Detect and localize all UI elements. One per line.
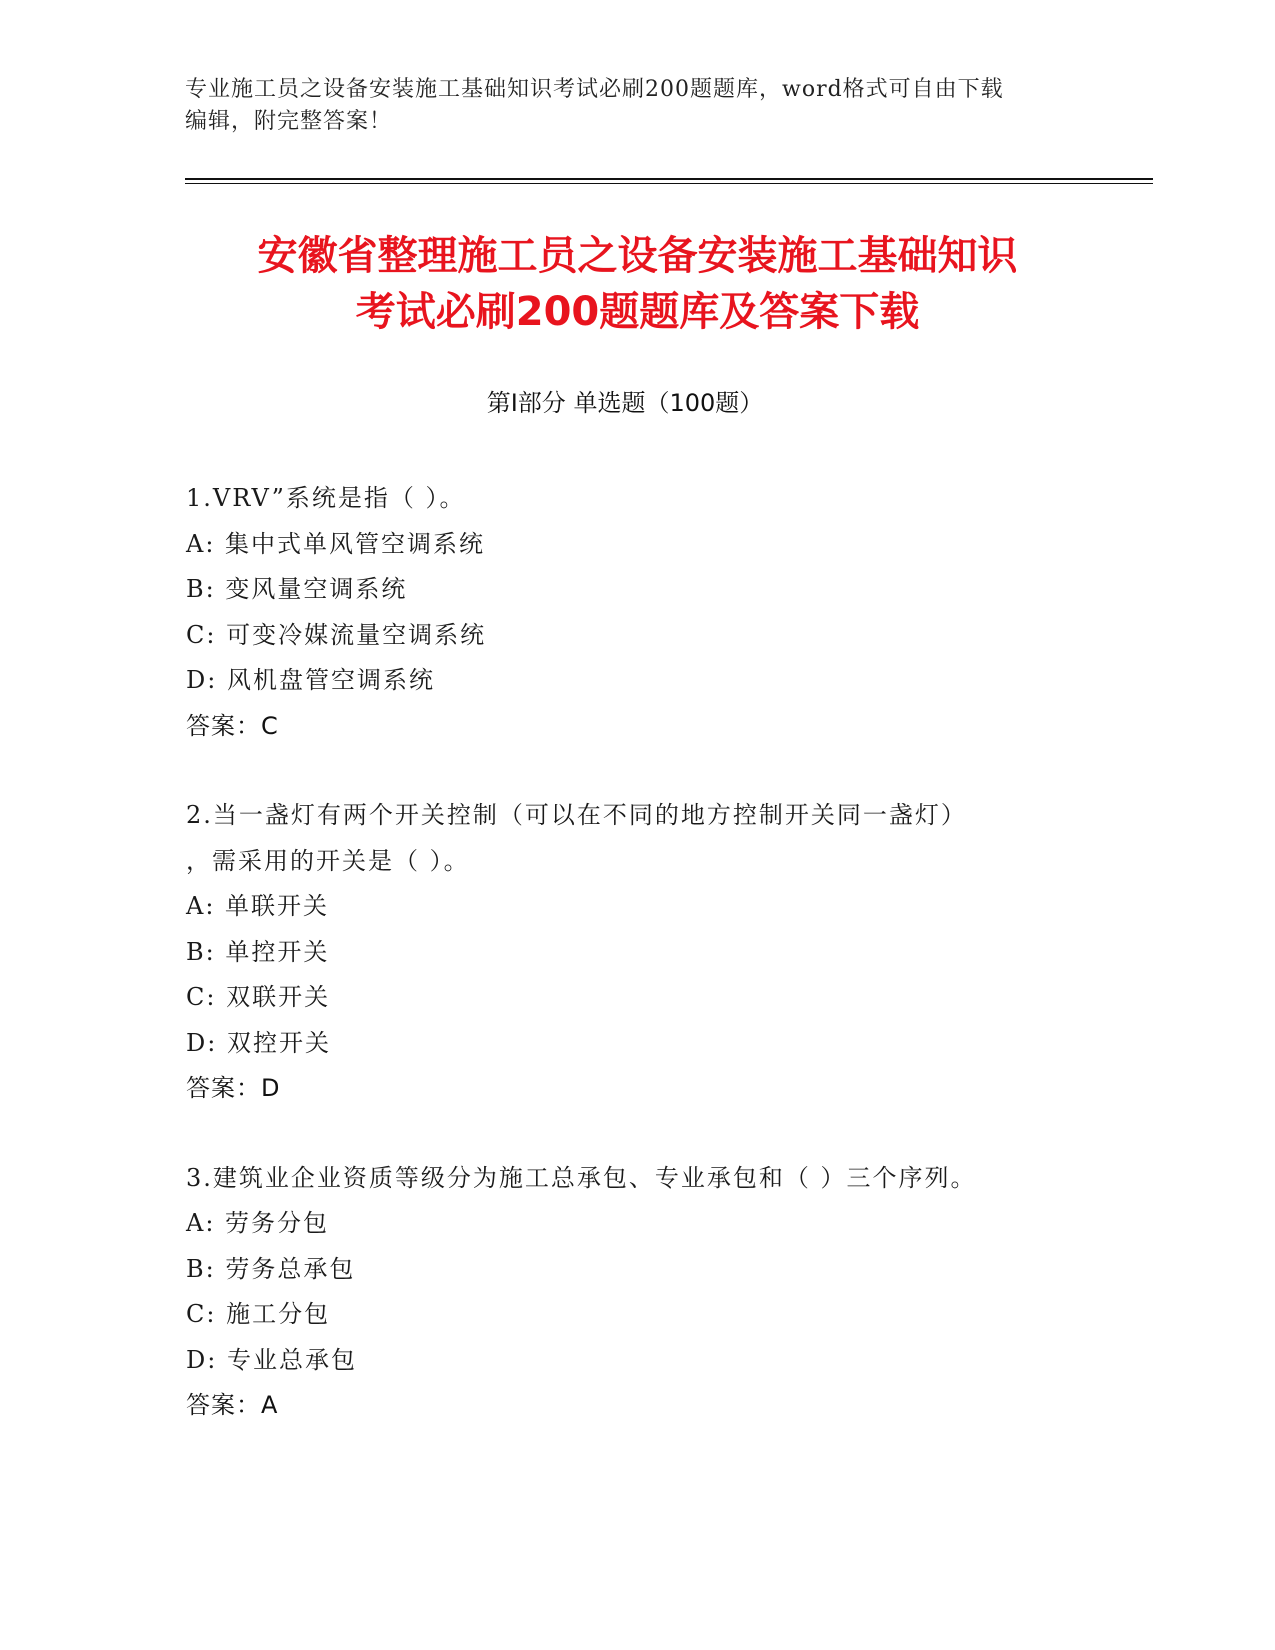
question-stem-continued: ，需采用的开关是（ ）。 — [186, 846, 470, 875]
section-title: 第Ⅰ部分 单选题（100题） — [486, 389, 764, 417]
document-title-line-1: 安徽省整理施工员之设备安装施工基础知识 — [257, 233, 1018, 279]
option-b: B: 变风量空调系统 — [186, 575, 408, 603]
document-title-line-2: 考试必刷200题题库及答案下载 — [355, 289, 920, 335]
option-b: B: 劳务总承包 — [186, 1254, 356, 1283]
answer: 答案：A — [186, 1391, 279, 1419]
question-stem: 1.VRV”系统是指（ ）。 — [186, 484, 466, 512]
answer: 答案：C — [186, 711, 279, 740]
question-3 — [186, 1156, 1086, 1429]
header-note — [185, 74, 1065, 138]
document-title — [120, 228, 1155, 340]
header-note-line-2: 编辑，附完整答案！ — [185, 109, 393, 134]
option-d: D: 专业总承包 — [186, 1345, 357, 1374]
option-b: B: 单控开关 — [186, 937, 330, 966]
question-1 — [186, 476, 1086, 749]
option-d: D: 风机盘管空调系统 — [186, 666, 435, 694]
option-c: C: 双联开关 — [186, 983, 331, 1011]
header-divider-thin — [185, 183, 1153, 184]
question-stem: 2.当一盏灯有两个开关控制（可以在不同的地方控制开关同一盏灯） — [186, 801, 967, 829]
option-a: A: 集中式单风管空调系统 — [186, 529, 486, 558]
option-a: A: 劳务分包 — [186, 1209, 330, 1237]
header-divider-thick — [185, 178, 1153, 180]
option-a: A: 单联开关 — [186, 892, 330, 920]
option-c: C: 施工分包 — [186, 1300, 331, 1328]
option-d: D: 双控开关 — [186, 1028, 331, 1057]
question-stem: 3.建筑业企业资质等级分为施工总承包、专业承包和（ ）三个序列。 — [186, 1163, 977, 1192]
question-2 — [186, 793, 1086, 1112]
question-list — [186, 476, 1086, 1473]
header-note-line-1: 专业施工员之设备安装施工基础知识考试必刷200题题库，word格式可自由下载 — [185, 77, 1004, 102]
answer: 答案：D — [186, 1074, 281, 1102]
option-c: C: 可变冷媒流量空调系统 — [186, 620, 487, 649]
